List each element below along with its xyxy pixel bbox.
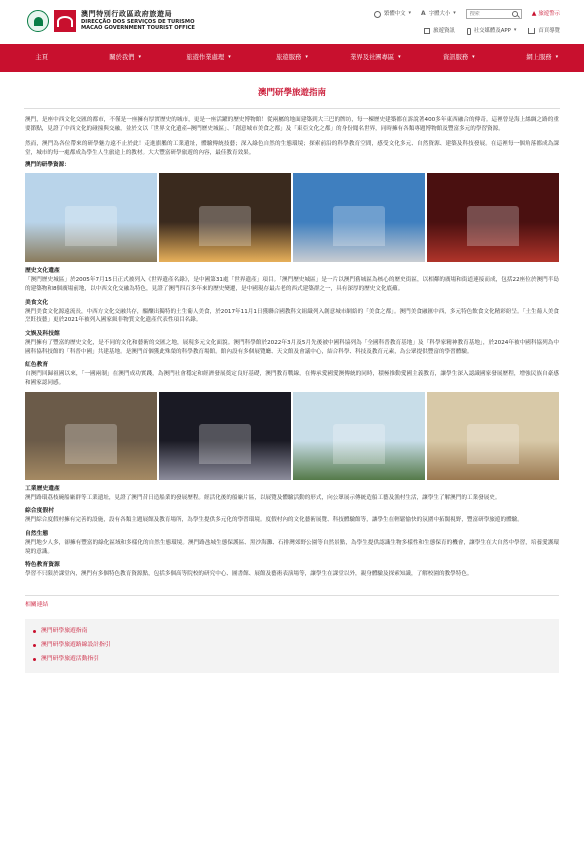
nav-item-2[interactable] — [167, 44, 250, 72]
nav-item-label: 業界及社團專區 — [350, 54, 395, 62]
social-apps-label: 社交媒體及APP — [473, 28, 511, 34]
chevron-down-icon: ▾ — [228, 54, 231, 61]
related-links-heading: 相關連結 — [25, 601, 49, 608]
logo-title-pt: DIRECÇÃO DOS SERVIÇOS DE TURISMO — [81, 18, 195, 25]
chevron-down-icon: ▾ — [513, 27, 517, 34]
shipyard-photo — [25, 392, 157, 480]
nav-item-label: 旅遊作業處理 — [186, 54, 225, 62]
intro-paragraph-1: 澳門，是座中西文化交匯的都市，不僅是一座擁有厚實歷史的城市，更是一座活躍的歷史博物館！從兩屬的地面建築到大三巴的牌坊，每一棟歷史建築都在訴說著400多年東西融合的傳奇。這裡曾是海上絲綢之路的重要節點，見證了中西文化的碰撞與交融，並於文以「世界文化遺產─澳門歷史城區」、「創意城市美食之都」及「東亞文化之都」的身份聞名世界，同時擁有各類專題博物館及豐富多元的學習資源。 — [25, 117, 559, 132]
section-heading: 文娛及科技館 — [25, 331, 60, 338]
nav-item-label: 資訊服務 — [442, 54, 469, 62]
section-resorts — [25, 507, 559, 525]
section-heading: 紅色教育 — [25, 362, 49, 369]
section-heading: 綜合度假村 — [25, 508, 54, 515]
section-heading: 美食文化 — [25, 299, 49, 306]
resources-heading: 澳門的研學資源： — [25, 161, 70, 168]
section-nature — [25, 530, 559, 556]
chevron-down-icon: ▾ — [555, 54, 559, 61]
bullet-icon — [33, 630, 36, 633]
related-link-label: 澳門研學旅遊指南 — [41, 628, 88, 635]
info-icon — [424, 28, 430, 34]
lighthouse-photo — [25, 173, 157, 262]
font-size-icon: A — [421, 10, 426, 18]
section-heading: 自然生態 — [25, 530, 49, 537]
section-heading: 特色教育資源 — [25, 562, 60, 569]
science-center-photo — [293, 173, 425, 262]
language-label: 繁體中文 — [383, 10, 406, 17]
logo-title-zh: 澳門特別行政區政府旅遊局 — [81, 10, 173, 19]
home-icon — [528, 28, 535, 34]
photo-row-2 — [25, 392, 559, 480]
social-apps-link[interactable] — [467, 27, 517, 35]
related-link-1[interactable] — [33, 639, 551, 653]
related-link-label: 澳門研學旅遊活動指引 — [41, 656, 99, 663]
chevron-down-icon: ▾ — [453, 10, 456, 17]
museum-exhibit-photo — [427, 173, 559, 262]
site-logo[interactable] — [27, 10, 195, 32]
related-links-list — [25, 619, 559, 673]
travel-info-label: 旅遊資訊 — [433, 28, 455, 34]
section-food — [25, 299, 559, 325]
coastline-photo — [293, 392, 425, 480]
library-photo — [427, 392, 559, 480]
nav-item-5[interactable] — [417, 44, 500, 72]
top-bar — [0, 0, 584, 44]
section-body: 澳門路環荔枝碗船廠群等工業遺址，見證了澳門昔日造船業的發展歷程。經活化後的船廠片區，以展覽及體驗活動的形式，向公眾展示傳統造船工藝及漁村生活，讓學生了解澳門的工業發展史。 — [25, 494, 501, 501]
home-link[interactable] — [528, 27, 560, 35]
photo-row-1 — [25, 173, 559, 262]
font-size-label: 字體大小 — [428, 10, 451, 17]
search-input[interactable] — [470, 11, 512, 17]
chevron-down-icon: ▾ — [138, 54, 141, 61]
related-link-label: 澳門研學旅遊路線設計指引 — [41, 642, 111, 649]
section-body: 澳門地少人多，卻擁有豐富的綠化區域和多樣化的自然生態環境。澳門路氹城生態保護區、黑沙海灘、石排灣郊野公園等自然景點，為學生提供認識生物多樣性和生態保育的機會，讓學生在大自然中學習，培養愛護環境的意識。 — [25, 539, 559, 555]
nav-item-label: 關於我們 — [109, 54, 135, 62]
globe-icon — [374, 11, 381, 18]
utility-bar — [374, 9, 560, 19]
nav-item-label: 主頁 — [35, 54, 48, 62]
travel-info-link[interactable] — [424, 27, 455, 35]
chevron-down-icon: ▾ — [408, 10, 412, 17]
egg-tart-photo — [159, 173, 291, 262]
section-industrial — [25, 485, 559, 503]
nav-item-6[interactable] — [501, 44, 584, 72]
chevron-down-icon: ▾ — [398, 54, 401, 61]
home-label: 首頁導覽 — [538, 28, 560, 34]
section-heritage — [25, 267, 559, 293]
page-title: 澳門研學旅遊指南 — [257, 88, 326, 98]
logo-text — [81, 10, 195, 32]
nav-item-label: 旅遊服務 — [276, 54, 302, 62]
section-science — [25, 330, 559, 356]
logo-title-en: MACAO GOVERNMENT TOURIST OFFICE — [81, 25, 195, 32]
travel-alert-label: 旅遊警示 — [538, 10, 560, 17]
section-body: 澳門美食文化源遠流長，中西方文化交融共存，醞釀出獨特的土生葡人美食，於2017年11月1日獲聯合國教科文組織列入創意城市網絡的「美食之都」。澳門美食融匯中西，多元特色飲食文化精彩紛呈。「土生葡人美食烹飪技藝」更於2021年被列入國家級非物質文化遺產代表性項目名錄。 — [25, 308, 559, 324]
section-special-resources — [25, 561, 559, 579]
chevron-down-icon: ▾ — [305, 54, 308, 61]
section-body: 澳門擁有了豐富的歷史文化，是不同的文化和藝術的交匯之地，展現多元文化面貌。澳門科學館於2022年3月及5月先後被中國科協列為「全國科普教育基地」及「科學家精神教育基地」，於2024年被中國科協列為中國科協科技館的「科普中國」共建基地。是澳門首個獲此殊榮的科學教育場館。館內設有多個展覽廳、天文館及會議中心，結合科學、科技及教育元素，為公眾提供豐富的學習體驗。 — [25, 340, 559, 355]
language-selector[interactable] — [374, 10, 411, 18]
section-body: 學習不只限於課堂內，澳門有多個特色教育資源點，包括多個高等院校的研究中心、圖書館、展館及藝術表演場等，讓學生在課堂以外，親身體驗及探索知識，了解校園的教學特色。 — [25, 571, 473, 578]
performance-photo — [159, 392, 291, 480]
search-icon[interactable] — [512, 11, 518, 17]
section-heading: 歷史文化遺產 — [25, 268, 60, 275]
macao-emblem-icon — [27, 10, 49, 32]
chevron-down-icon: ▾ — [472, 54, 475, 61]
section-body: 澳門綜合度假村擁有完善的設施，設有各類主題展館及教育場所，為學生提供多元化的學習環境。度假村內的文化藝術展覽、科技體驗館等，讓學生在輕鬆愉快的氛圍中拓闊視野，豐富研學旅遊的體驗。 — [25, 517, 523, 524]
secondary-utility-bar — [424, 27, 560, 35]
travel-alert-link[interactable] — [532, 9, 560, 18]
section-red-education — [25, 361, 559, 387]
related-link-2[interactable] — [33, 653, 551, 667]
main-content — [0, 87, 584, 673]
bullet-icon — [33, 658, 36, 661]
warning-icon: ▲ — [531, 10, 537, 18]
nav-item-3[interactable] — [250, 44, 333, 72]
intro-paragraph-2: 然而，澳門為各位帶來的研學魅力遠不止於此！走進旗艦的工業遺址，體驗傳統技藝；深入綠色自然的生態環境；探索前沿的科學教育空間，感受文化多元、自然資源、建築及科技發展。在這裡每一個角落都成為課堂，城市的每一處都成為學生人生旅途上的教材。大大豐富研學旅遊的內容，最佳教育效果。 — [25, 141, 559, 157]
related-link-0[interactable] — [33, 625, 551, 639]
tourism-brand-icon — [54, 10, 76, 32]
related-links — [25, 595, 559, 673]
section-heading: 工業歷史遺產 — [25, 485, 60, 492]
nav-item-1[interactable] — [83, 44, 166, 72]
search-box — [466, 9, 522, 19]
nav-item-4[interactable] — [334, 44, 417, 72]
phone-icon — [467, 28, 471, 35]
nav-item-label: 網上服務 — [526, 54, 552, 62]
nav-item-0[interactable] — [0, 44, 83, 72]
font-size-selector[interactable] — [421, 9, 456, 18]
bullet-icon — [33, 644, 36, 647]
main-nav — [0, 44, 584, 72]
section-body: 「澳門歷史城區」於2005年7月15日正式被列入《世界遺產名錄》，是中國第31處「世界遺產」項目。「澳門歷史城區」是一片以澳門舊城區為核心的歷史街區，以相鄰的廣場和街道連接而成，包括22座位於澳門半島的建築物和8個廣場前地，以中西文化交融為特色，見證了澳門四百多年來的歷史變遷，是中國現存最古老的西式建築群之一，具有深厚的歷史文化底蘊。 — [25, 277, 559, 293]
title-divider — [24, 108, 560, 109]
section-body: 自澳門回歸祖國以來，「一國兩制」在澳門成功實踐，為澳門社會穩定和經濟發展奠定良好基礎，澳門教育戰線，在傳承愛國愛澳傳統的同時，積極推動愛國主義教育，讓學生深入認識國家發展歷程，增強民族自豪感和國家認同感。 — [25, 371, 559, 386]
